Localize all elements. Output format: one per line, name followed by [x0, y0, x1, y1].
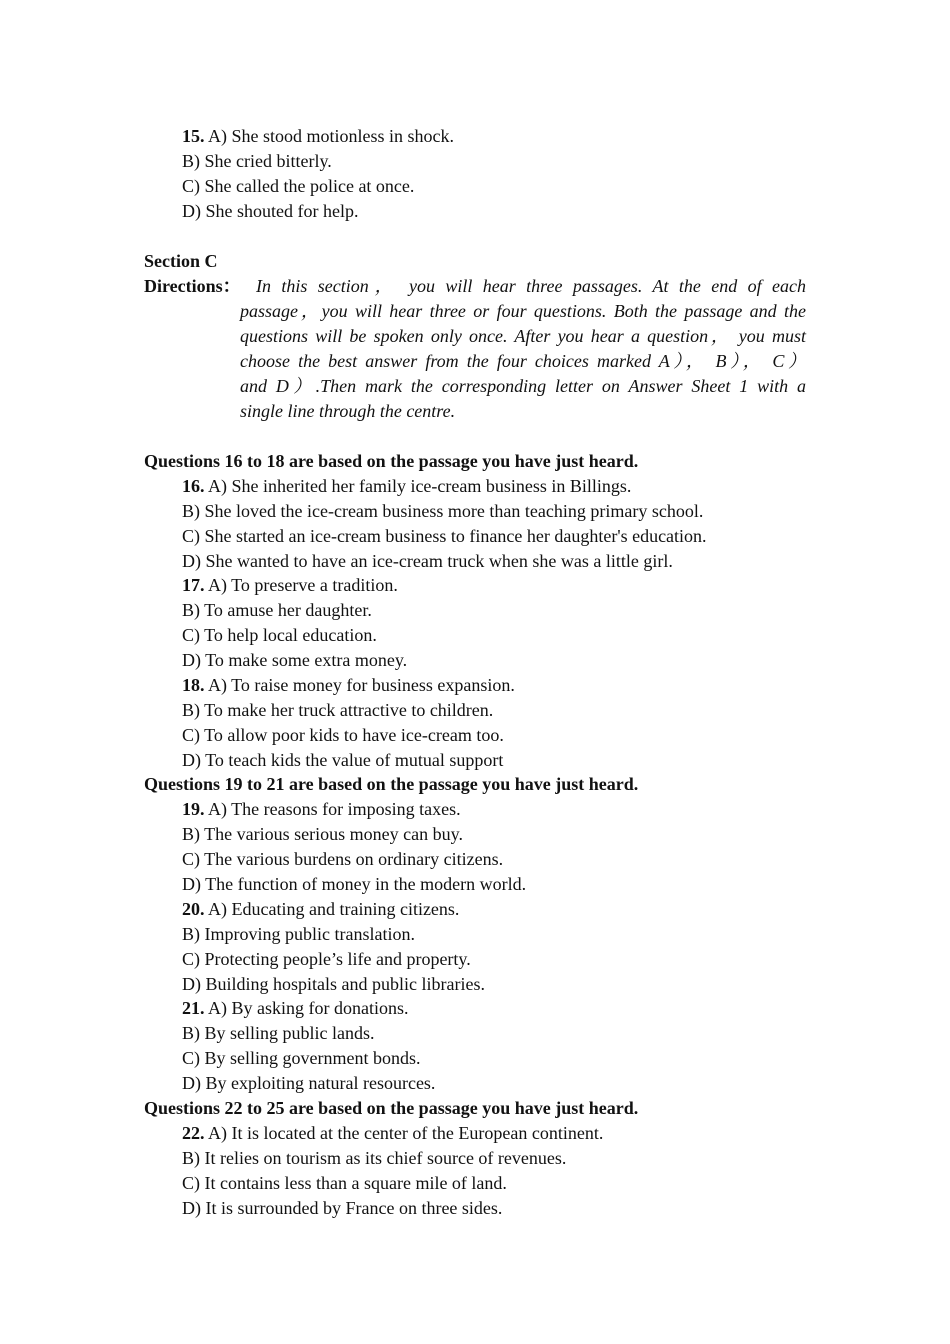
q22-number: 22. — [182, 1123, 205, 1143]
q21-a-text: A) By asking for donations. — [204, 998, 409, 1018]
q20-option-d: D) Building hospitals and public libraries. — [182, 974, 485, 994]
q22-option-d: D) It is surrounded by France on three sides. — [182, 1198, 503, 1218]
q20-option-a — [182, 897, 459, 922]
q17-option-a — [182, 573, 398, 598]
q21-number: 21. — [182, 998, 205, 1018]
q15-a-text: A) She stood motionless in shock. — [204, 126, 455, 146]
q16-option-c: C) She started an ice-cream business to finance her daughter's education. — [182, 526, 707, 546]
q22-a-text: A) It is located at the center of the European continent. — [204, 1123, 604, 1143]
directions-line-1: In this section， you will hear three passages. At the end of each — [256, 276, 806, 296]
group2-heading: Questions 19 to 21 are based on the passage you have just heard. — [144, 774, 639, 794]
q19-a-text: A) The reasons for imposing taxes. — [204, 799, 461, 819]
group1-heading: Questions 16 to 18 are based on the passage you have just heard. — [144, 451, 639, 471]
q17-a-text: A) To preserve a tradition. — [204, 575, 398, 595]
q22-option-a — [182, 1121, 603, 1146]
q19-number: 19. — [182, 799, 205, 819]
q16-option-d: D) She wanted to have an ice-cream truck when she was a little girl. — [182, 551, 673, 571]
q15-option-c: C) She called the police at once. — [182, 176, 415, 196]
q21-option-d: D) By exploiting natural resources. — [182, 1073, 436, 1093]
directions-label: Directions： — [144, 276, 241, 296]
q17-option-d: D) To make some extra money. — [182, 650, 408, 670]
q16-number: 16. — [182, 476, 205, 496]
q16-option-a — [182, 474, 631, 499]
q20-number: 20. — [182, 899, 205, 919]
q20-option-c: C) Protecting people’s life and property. — [182, 949, 471, 969]
q19-option-b: B) The various serious money can buy. — [182, 824, 463, 844]
q15-option-b: B) She cried bitterly. — [182, 151, 332, 171]
q15-option-a — [182, 124, 454, 149]
q18-a-text: A) To raise money for business expansion. — [204, 675, 515, 695]
q18-option-a — [182, 673, 515, 698]
q16-option-b: B) She loved the ice-cream business more than teaching primary school. — [182, 501, 704, 521]
q17-number: 17. — [182, 575, 205, 595]
q19-option-a — [182, 797, 461, 822]
section-title: Section C — [144, 251, 218, 271]
directions-line-4: choose the best answer from the four choices marked A）， B）， C） — [240, 351, 806, 371]
q15-number: 15. — [182, 126, 205, 146]
directions-line-2: passage，you will hear three or four questions. Both the passage and the — [240, 301, 806, 321]
q22-option-b: B) It relies on tourism as its chief source of revenues. — [182, 1148, 567, 1168]
q20-option-b: B) Improving public translation. — [182, 924, 415, 944]
q18-option-b: B) To make her truck attractive to children. — [182, 700, 494, 720]
q20-a-text: A) Educating and training citizens. — [204, 899, 460, 919]
q17-option-c: C) To help local education. — [182, 625, 377, 645]
q18-option-d: D) To teach kids the value of mutual support — [182, 750, 504, 770]
q19-option-d: D) The function of money in the modern world. — [182, 874, 527, 894]
q21-option-b: B) By selling public lands. — [182, 1023, 375, 1043]
q18-option-c: C) To allow poor kids to have ice-cream too. — [182, 725, 504, 745]
directions-line-5: and D）.Then mark the corresponding letter on Answer Sheet 1 with a — [240, 376, 806, 396]
q21-option-c: C) By selling government bonds. — [182, 1048, 421, 1068]
group3-heading: Questions 22 to 25 are based on the passage you have just heard. — [144, 1098, 639, 1118]
q17-option-b: B) To amuse her daughter. — [182, 600, 372, 620]
q18-number: 18. — [182, 675, 205, 695]
q22-option-c: C) It contains less than a square mile of land. — [182, 1173, 507, 1193]
q15-option-d: D) She shouted for help. — [182, 201, 359, 221]
q19-option-c: C) The various burdens on ordinary citizens. — [182, 849, 504, 869]
directions-line-6: single line through the centre. — [240, 401, 456, 421]
q16-a-text: A) She inherited her family ice-cream business in Billings. — [204, 476, 632, 496]
q21-option-a — [182, 996, 409, 1021]
directions-line-3: questions will be spoken only once. After you hear a question， you must — [240, 326, 806, 346]
